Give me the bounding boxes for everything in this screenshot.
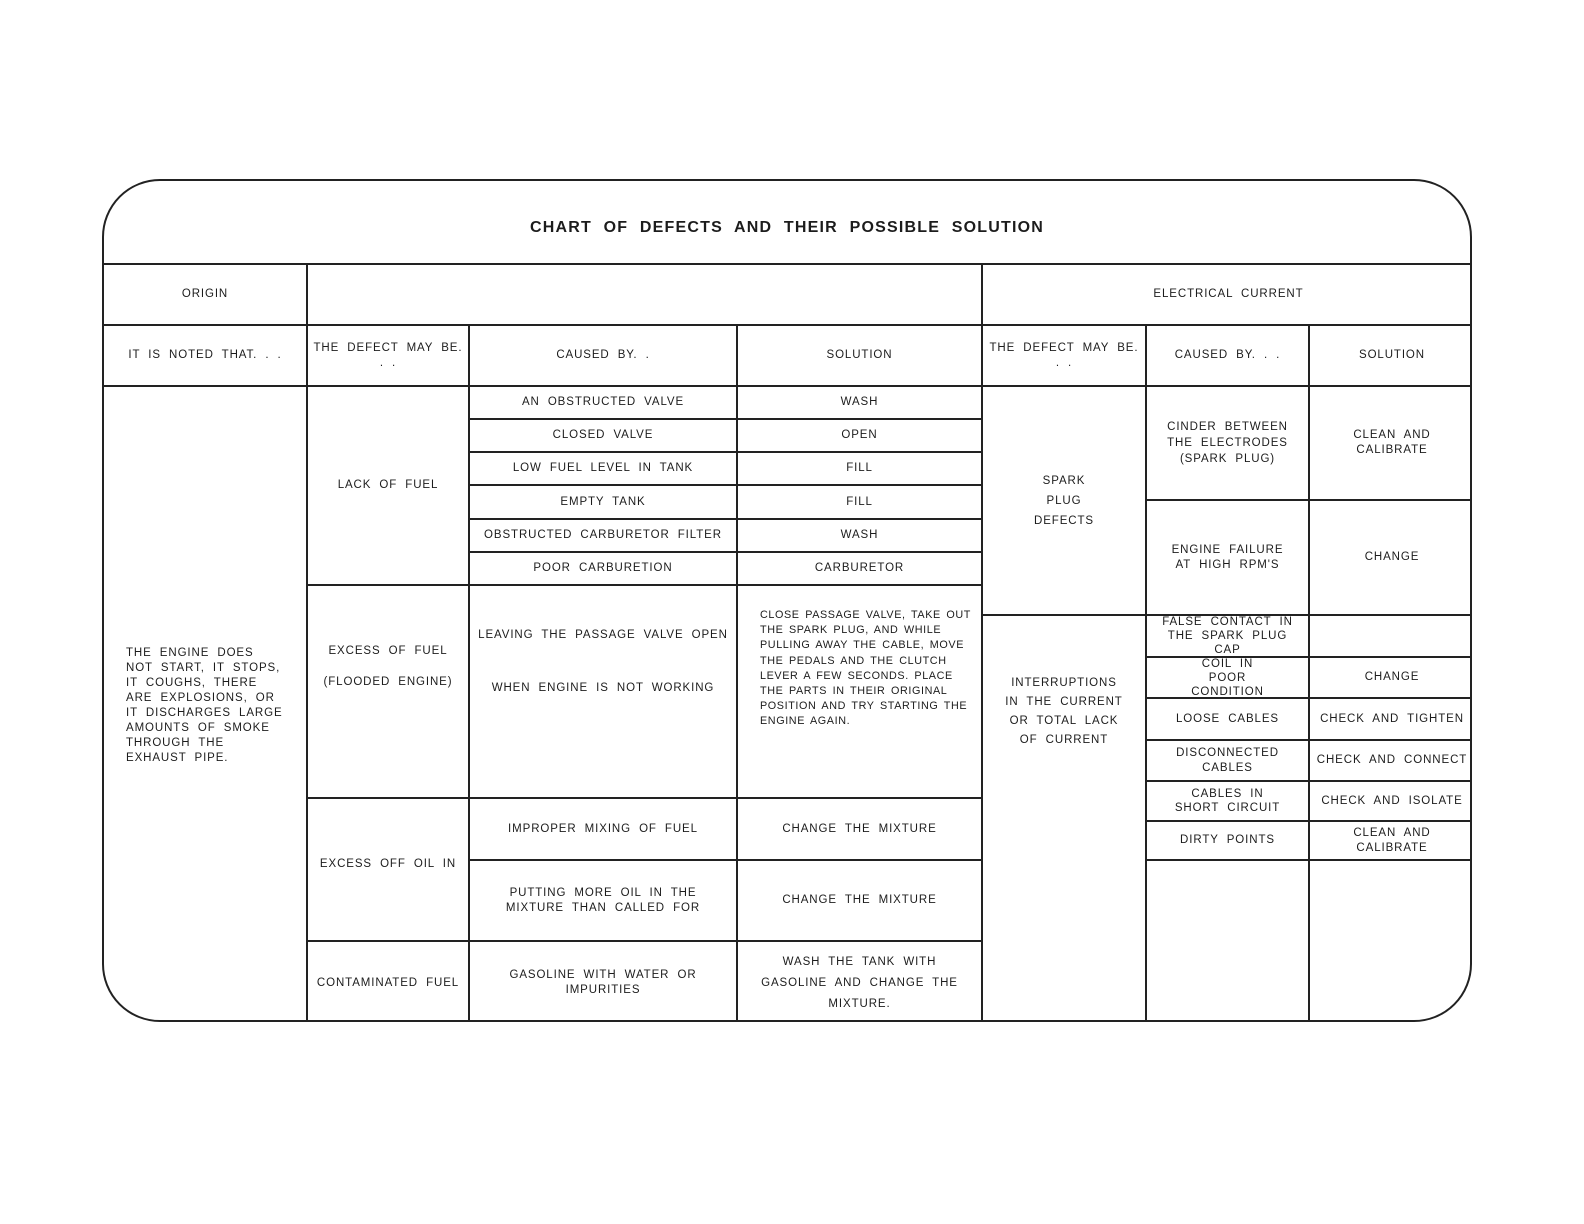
header-electrical-caused-by: CAUSED BY. . . <box>1174 349 1281 361</box>
defect-excess-of-fuel-line1: EXCESS OF FUEL <box>328 644 448 657</box>
solution-change: CHANGE <box>1364 671 1420 683</box>
solution-wash-tank: WASH THE TANK WITH GASOLINE AND CHANGE THE MIXTURE. <box>761 955 958 1010</box>
cause-empty-tank: EMPTY TANK <box>560 495 646 508</box>
cause-coil-poor-condition: COIL IN POOR CONDITION <box>1191 657 1264 698</box>
solution-check-tighten: CHECK AND TIGHTEN <box>1320 712 1464 725</box>
cause-passage-valve-open-line1: LEAVING THE PASSAGE VALVE OPEN <box>478 628 728 641</box>
cause-dirty-points: DIRTY POINTS <box>1180 834 1275 846</box>
cause-passage-valve-open-line2: WHEN ENGINE IS NOT WORKING <box>491 681 715 694</box>
header-solution: SOLUTION <box>826 349 893 361</box>
defect-excess-of-fuel-line2: (FLOODED ENGINE) <box>323 675 453 688</box>
solution-empty <box>1310 616 1472 656</box>
header-defect: THE DEFECT MAY BE. . . <box>313 341 463 369</box>
header-origin: ORIGIN <box>181 288 229 300</box>
cause-cables-short-circuit: CABLES IN SHORT CIRCUIT <box>1174 788 1281 814</box>
solution-check-isolate: CHECK AND ISOLATE <box>1321 794 1463 807</box>
defects-chart-sheet <box>102 179 1472 1022</box>
solution-wash: WASH <box>840 529 879 541</box>
solution-wash: WASH <box>840 396 879 408</box>
header-caused-by: CAUSED BY. . <box>556 349 650 361</box>
cause-gasoline-with-water: GASOLINE WITH WATER OR IMPURITIES <box>509 969 697 996</box>
defect-spark-plug: SPARK PLUG DEFECTS <box>1034 474 1094 527</box>
cause-disconnected-cables: DISCONNECTED CABLES <box>1176 746 1279 774</box>
cause-closed-valve: CLOSED VALVE <box>552 429 654 441</box>
header-electrical-defect: THE DEFECT MAY BE. . . <box>989 341 1139 369</box>
defect-excess-oil: EXCESS OFF OIL IN <box>319 858 457 870</box>
defect-contaminated-fuel: CONTAMINATED FUEL <box>316 976 460 989</box>
cause-more-oil: PUTTING MORE OIL IN THE MIXTURE THAN CALLED FOR <box>505 886 701 914</box>
solution-change: CHANGE <box>1364 551 1420 563</box>
header-electrical-current: ELECTRICAL CURRENT <box>1153 288 1304 300</box>
solution-clean-calibrate: CLEAN AND CALIBRATE <box>1353 429 1431 456</box>
defect-excess-of-fuel <box>308 586 468 797</box>
symptom-text: THE ENGINE DOES NOT START, IT STOPS, IT COUGHS, THERE ARE EXPLOSIONS, OR IT DISCHARGES LARGE AMOUNTS OF SMOKE THROUGH THE EXHAUST PIPE. <box>126 646 283 764</box>
solution-close-passage-valve: CLOSE PASSAGE VALVE, TAKE OUT THE SPARK PLUG, AND WHILE PULLING AWAY THE CABLE, MOVE THE PEDALS AND THE CLUTCH LEVER A FEW SECONDS. PLACE THE PARTS IN THEIR ORIGINAL POSITION AND TRY STARTING THE ENGINE AGAIN. <box>760 609 971 728</box>
solution-change-mixture: CHANGE THE MIXTURE <box>782 894 937 906</box>
cause-passage-valve-open <box>470 586 736 797</box>
cause-obstructed-valve: AN OBSTRUCTED VALVE <box>521 396 685 408</box>
cause-false-contact: FALSE CONTACT IN THE SPARK PLUG CAP <box>1162 616 1293 656</box>
solution-clean-calibrate: CLEAN AND CALIBRATE <box>1353 826 1431 854</box>
defect-lack-of-fuel: LACK OF FUEL <box>337 479 439 491</box>
header-noted: IT IS NOTED THAT. . . <box>128 349 282 361</box>
cause-low-fuel-level: LOW FUEL LEVEL IN TANK <box>512 462 694 474</box>
cause-obstructed-carburetor-filter: OBSTRUCTED CARBURETOR FILTER <box>484 529 722 541</box>
defect-interruptions-current: INTERRUPTIONS IN THE CURRENT OR TOTAL LACK OF CURRENT <box>1005 677 1123 746</box>
cause-improper-mixing: IMPROPER MIXING OF FUEL <box>508 822 698 835</box>
cause-loose-cables: LOOSE CABLES <box>1175 712 1279 725</box>
solution-fill: FILL <box>846 462 873 474</box>
chart-title: CHART OF DEFECTS AND THEIR POSSIBLE SOLUTION <box>530 219 1044 236</box>
header-electrical-solution: SOLUTION <box>1359 349 1425 361</box>
solution-change-mixture: CHANGE THE MIXTURE <box>782 822 937 835</box>
cause-engine-failure-high-rpm: ENGINE FAILURE AT HIGH RPM'S <box>1171 543 1284 571</box>
cause-cinder-between-electrodes: CINDER BETWEEN THE ELECTRODES (SPARK PLUG) <box>1167 421 1288 465</box>
solution-carburetor: CARBURETOR <box>814 562 905 574</box>
cause-poor-carburetion: POOR CARBURETION <box>533 562 673 574</box>
solution-open: OPEN <box>841 429 878 441</box>
solution-fill: FILL <box>846 495 873 508</box>
solution-check-connect: CHECK AND CONNECT <box>1316 754 1468 766</box>
